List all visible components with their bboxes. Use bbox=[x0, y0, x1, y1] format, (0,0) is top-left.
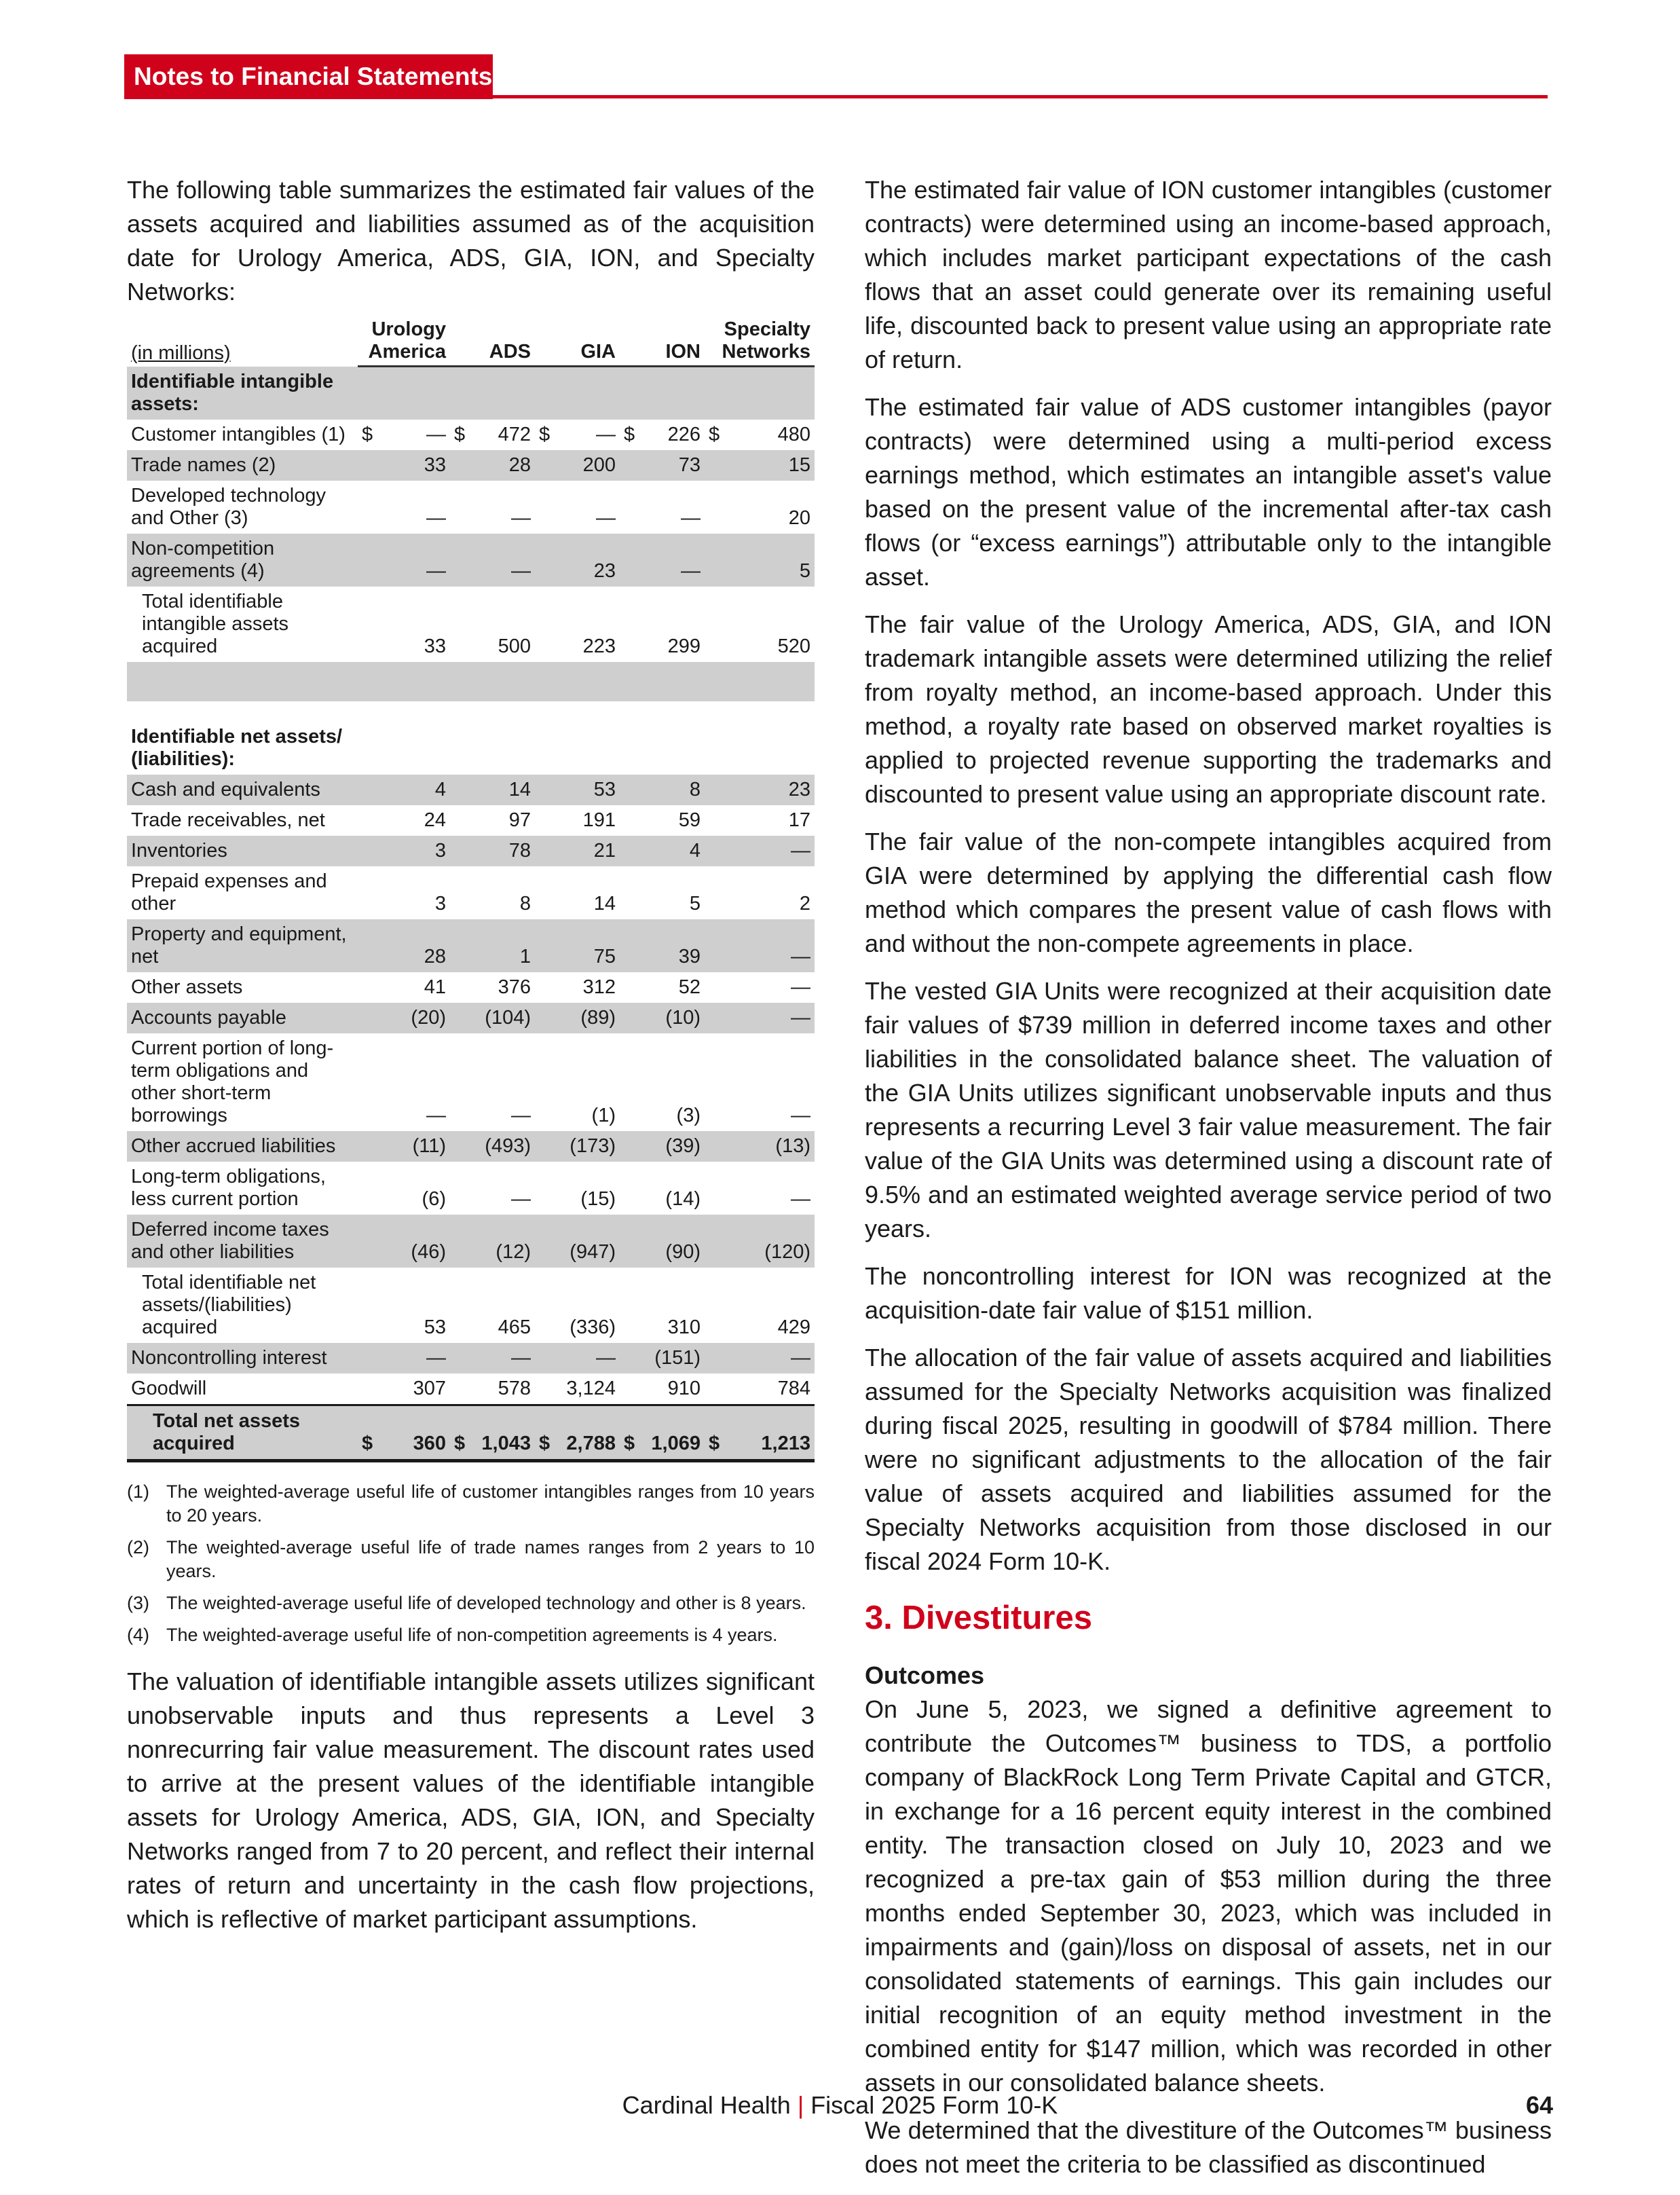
table-row: Non-competition agreements (4) — — 23 — 5 bbox=[127, 534, 815, 587]
table-row: Other accrued liabilities (11) (493) (173) (39) (13) bbox=[127, 1131, 815, 1162]
subsection-title-outcomes: Outcomes bbox=[865, 1661, 985, 1689]
table-row: Property and equipment, net 28 1 75 39 — bbox=[127, 919, 815, 972]
valuation-paragraph: The valuation of identifiable intangible assets utilizes significant unobservable inputs and thus represents a Level 3 nonrecurring fair value measurement. The discount rates used to arrive at the present values of the identifiable intangible assets for Urology America, ADS, GIA, ION, and Specialty Networks ranged from 7 to 20 percent, and reflect their internal rates of return and uncertainty in the cash flow projections, which is reflective of market participant assumptions. bbox=[127, 1667, 815, 1933]
page-number: 64 bbox=[1526, 2091, 1554, 2119]
table-row: Cash and equivalents 4 14 53 8 23 bbox=[127, 775, 815, 805]
section-row-net-assets: Identifiable net assets/ (liabilities): bbox=[131, 725, 343, 770]
table-row-total: Total net assets acquired $ 360 $ 1,043 $ 2,788 $ 1,069 $ 1,213 bbox=[127, 1405, 815, 1460]
col-header-ion: ION bbox=[620, 318, 705, 367]
table-row: Developed technology and Other (3) — — — — 20 bbox=[131, 484, 810, 529]
section-header-label: Notes to Financial Statements bbox=[134, 62, 493, 90]
table-row: Current portion of long-term obligations and other short-term borrowings — — (1) (3) — bbox=[131, 1037, 810, 1126]
table-row: Noncontrolling interest — — — (151) — bbox=[127, 1343, 815, 1373]
paragraph-ion-customer: The estimated fair value of ION customer intangibles (customer contracts) were determined using an income-based approach, which includes market participant expectations of the cash flows that an asset could generate over its remaining useful life, discounted back to present value using an appropriate rate of return. bbox=[865, 176, 1552, 373]
paragraph-nci: The noncontrolling interest for ION was recognized at the acquisition-date fair value of $151 million. bbox=[865, 1262, 1552, 1324]
paragraph-outcomes-continued: We determined that the divestiture of the Outcomes™ business does not meet the criteria to be classified as discontinued bbox=[865, 2116, 1552, 2178]
footnote-1: (1) The weighted-average useful life of customer intangibles ranges from 10 years to 20 years. bbox=[127, 1481, 815, 1526]
table-row: Long-term obligations, less current portion (6) — (15) (14) — bbox=[131, 1165, 810, 1210]
section-row-intangibles: Identifiable intangible assets: bbox=[127, 367, 815, 420]
col-header-urology-america: Urology America bbox=[358, 318, 450, 367]
left-column bbox=[127, 173, 815, 1950]
table-row: Goodwill 307 578 3,124 910 784 bbox=[131, 1377, 810, 1399]
table-row-subtotal: Total identifiable intangible assets acquired 33 500 223 299 520 bbox=[142, 590, 810, 657]
table-row: Trade names (2) 33 28 200 73 15 bbox=[127, 450, 815, 481]
fair-value-table bbox=[127, 318, 815, 1462]
table-row: Trade receivables, net 24 97 191 59 17 bbox=[131, 809, 810, 831]
footnote-2: (2) The weighted-average useful life of trade names ranges from 2 years to 10 years. bbox=[127, 1536, 815, 1581]
right-column bbox=[865, 173, 1552, 2195]
paragraph-ads-customer: The estimated fair value of ADS customer intangibles (payor contracts) were determined using a multi-period excess earnings method, which estimates an intangible asset's value based on the present value of the incremental after-tax cash flows (or “excess earnings”) attributable only to the intangible asset. bbox=[865, 393, 1552, 591]
unit-label: (in millions) bbox=[131, 342, 231, 364]
table-row-subtotal: Total identifiable net assets/(liabilities) acquired 53 465 (336) 310 429 bbox=[142, 1271, 810, 1338]
paragraph-outcomes: On June 5, 2023, we signed a definitive agreement to contribute the Outcomes™ business to TDS, a portfolio company of BlackRock Long Term Private Capital and GTCR, in exchange for a 16 percent equity interest in the combined entity. The transaction closed on July 10, 2023 and we recognized a pre-tax gain of $53 million during the three months ended September 30, 2023, which was included in impairments and (gain)/loss on disposal of assets, net in our consolidated statements of earnings. This gain includes our initial recognition of an equity method investment in the combined entity for $147 million, which was recorded in other assets in our consolidated balance sheets. bbox=[865, 1695, 1552, 2097]
table-row: Deferred income taxes and other liabilities (46) (12) (947) (90) (120) bbox=[127, 1215, 815, 1268]
col-header-specialty-networks: Specialty Networks bbox=[705, 318, 815, 367]
paragraph-trademark: The fair value of the Urology America, ADS, GIA, and ION trademark intangible assets were determined utilizing the relief from royalty method, an income-based approach. Under this method, a royalty rate based on observed market royalties is applied to projected revenue supporting the trademarks and discounted to present value using an appropriate discount rate. bbox=[865, 610, 1552, 808]
header-rule bbox=[493, 95, 1548, 98]
paragraph-noncompete: The fair value of the non-compete intangibles acquired from GIA were determined by applying the differential cash flow method which compares the present value of cash flows with and without the non-compete agreements in place. bbox=[865, 828, 1552, 957]
table-row: Accounts payable (20) (104) (89) (10) — bbox=[127, 1003, 815, 1033]
footer-title: Cardinal Health | Fiscal 2025 Form 10-K bbox=[622, 2091, 1058, 2119]
paragraph-gia-units: The vested GIA Units were recognized at their acquisition date fair values of $739 million in deferred income taxes and other liabilities in the consolidated balance sheet. The valuation of the GIA Units utilizes significant unobservable inputs and thus represents a recurring Level 3 fair value measurement. The fair value of the GIA Units was determined using a discount rate of 9.5% and an estimated weighted average service period of two years. bbox=[865, 977, 1552, 1242]
table-header-row bbox=[127, 318, 815, 367]
table-row: Prepaid expenses and other 3 8 14 5 2 bbox=[131, 870, 810, 915]
footnote-4: (4) The weighted-average useful life of non-competition agreements is 4 years. bbox=[127, 1624, 778, 1645]
section-header-tab bbox=[124, 54, 493, 99]
col-header-ads: ADS bbox=[450, 318, 535, 367]
table-intro: The following table summarizes the estimated fair values of the assets acquired and liabilities assumed as of the acquisition date for Urology America, ADS, GIA, ION, and Specialty Networks: bbox=[127, 176, 815, 306]
paragraph-specialty-networks: The allocation of the fair value of assets acquired and liabilities assumed for the Specialty Networks acquisition was finalized during fiscal 2025, resulting in goodwill of $784 million. There were no significant adjustments to the allocation of the fair value of assets acquired and liabilities assumed for the Specialty Networks acquisition from those disclosed in our fiscal 2024 Form 10-K. bbox=[865, 1344, 1552, 1575]
table-row: Other assets 41 376 312 52 — bbox=[131, 976, 810, 998]
table-row: Inventories 3 78 21 4 — bbox=[127, 836, 815, 866]
section-title-divestitures: 3. Divestitures bbox=[865, 1600, 1092, 1636]
table-row: Customer intangibles (1) $ — $ 472 $ — $ 226 $ 480 bbox=[131, 423, 810, 445]
col-header-gia: GIA bbox=[535, 318, 620, 367]
spacer-row bbox=[127, 662, 815, 701]
footnote-3: (3) The weighted-average useful life of developed technology and other is 8 years. bbox=[127, 1592, 806, 1613]
